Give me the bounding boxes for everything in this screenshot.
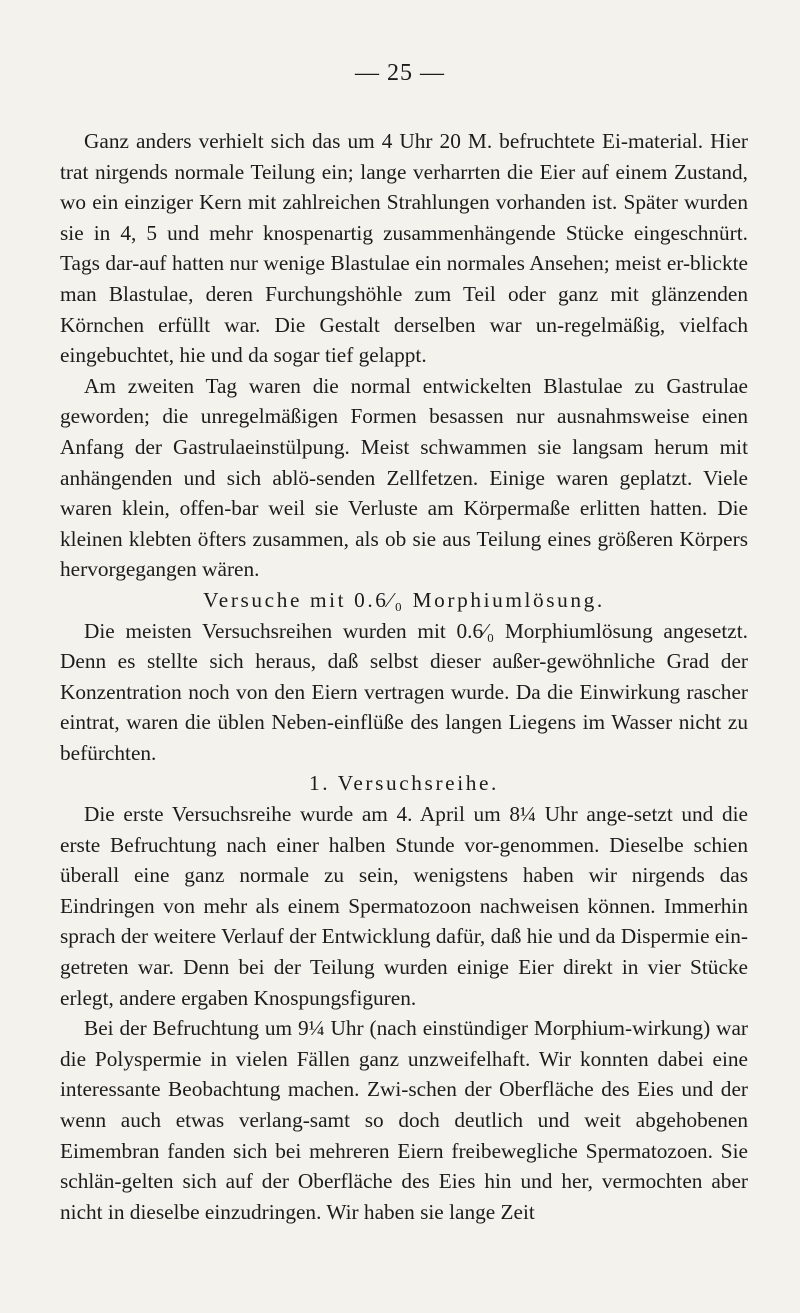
paragraph-5: Bei der Befruchtung um 9¼ Uhr (nach einstündiger Morphium-wirkung) war die Polyspermie in vielen Fällen ganz unzweifelhaft. Wir konnten dabei eine interessante Beobachtung machen. Zwi-schen der Oberfläche des Eies und der wenn auch etwas verlang-samt so doch deutlich und weit abgehobenen Eimembran fanden sich bei mehreren Eiern freibewegliche Spermatozoen. Sie schlän-gelten sich auf der Oberfläche des Eies hin und her, vermochten aber nicht in dieselbe einzudringen. Wir haben sie lange Zeit [60,1016,748,1224]
paragraph-1: Ganz anders verhielt sich das um 4 Uhr 20 M. befruchtete Ei-material. Hier trat nirgends normale Teilung ein; lange verharrten die Eier auf einem Zustand, wo ein einziger Kern mit zahlreichen Strahlungen vorhanden ist. Später wurden sie in 4, 5 und mehr knospenartig zusammenhängende Stücke eingeschnürt. Tags dar-auf hatten nur wenige Blastulae ein normales Ansehen; meist er-blickte man Blastulae, deren Furchungshöhle zum Teil oder ganz mit glänzenden Körnchen erfüllt war. Die Gestalt derselben war un-regelmäßig, vielfach eingebuchtet, hie und da sogar tief gelappt. [60,129,748,368]
section-heading-morphium: Versuche mit 0.6⁄₀ Morphiumlösung. [203,587,605,612]
paragraph-2: Am zweiten Tag waren die normal entwickelten Blastulae zu Gastrulae geworden; die unregelmäßigen Formen besassen nur ausnahmsweise einen Anfang der Gastrulaeinstülpung. Meist schwammen sie langsam herum mit anhängenden und sich ablö-senden Zellfetzen. Einige waren geplatzt. Viele waren klein, offen-bar weil sie Verluste am Körpermaße erlitten hatten. Die kleinen klebten öfters zusammen, als ob sie aus Teilung eines größeren Körpers hervorgegangen wären. [60,373,748,582]
paragraph-3: Die meisten Versuchsreihen wurden mit 0.6⁄₀ Morphiumlösung angesetzt. Denn es stellte sich heraus, daß selbst dieser außer-gewöhnliche Grad der Konzentration noch von den Eiern vertragen wurde. Da die Einwirkung rascher eintrat, waren die üblen Neben-einflüße des langen Liegens im Wasser nicht zu befürchten. [60,618,748,765]
body-text [60,126,748,1227]
section-heading-versuchsreihe-1: 1. Versuchsreihe. [309,771,499,796]
page-number: — 25 — [355,60,445,86]
paragraph-4: Die erste Versuchsreihe wurde am 4. April um 8¼ Uhr ange-setzt und die erste Befruchtung nach einer halben Stunde vor-genommen. Dieselbe schien überall eine ganz normale zu sein, wenigstens haben wir nirgends das Eindringen von mehr als einem Spermatozoon nachweisen können. Immerhin sprach der weitere Verlauf der Entwicklung dafür, daß hie und da Dispermie ein-getreten war. Denn bei der Teilung wurden einige Eier direkt in vier Stücke erlegt, andere ergaben Knospungsfiguren. [60,802,748,1010]
